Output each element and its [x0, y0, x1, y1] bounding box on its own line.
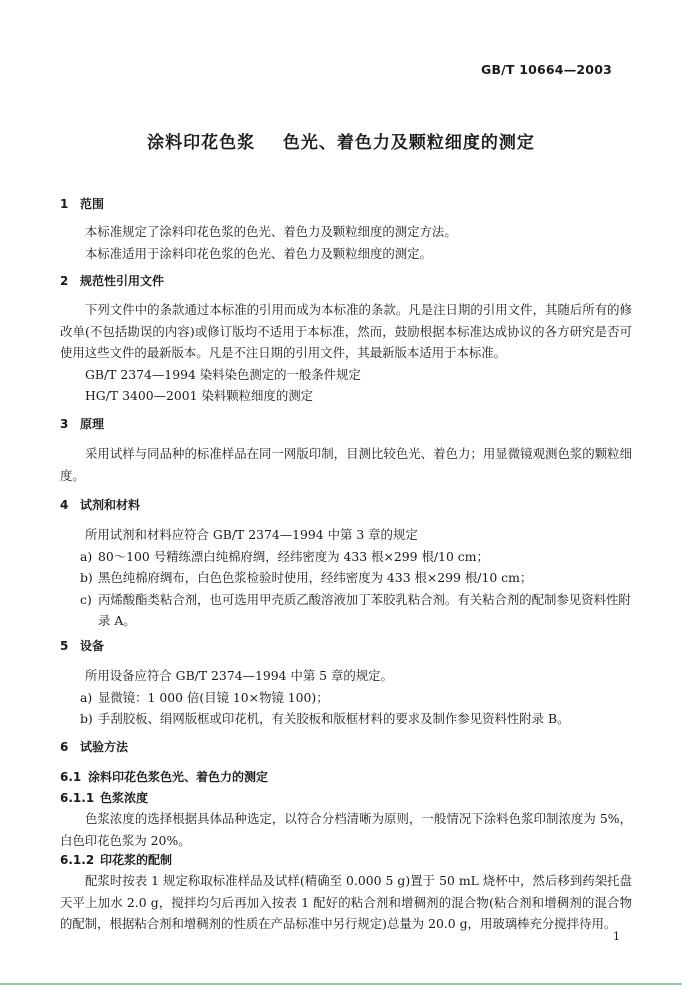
section-title: 设备 [80, 639, 105, 653]
section-number: 3 [60, 417, 69, 431]
page-number: 1 [613, 930, 620, 943]
standard-number: GB/T 10664—2003 [480, 62, 612, 77]
section-6-1 [60, 767, 632, 787]
section-heading [60, 494, 632, 516]
section-number: 6 [60, 740, 69, 754]
section-title: 原理 [80, 417, 105, 431]
list-item [60, 589, 632, 632]
subsection-number: 6.1 [60, 770, 82, 784]
section-number: 4 [60, 498, 69, 512]
section-heading [60, 193, 632, 215]
list-item-text: 显微镜：1 000 倍(目镜 10×物镜 100)； [98, 689, 329, 705]
paragraph: 配浆时按表 1 规定称取标准样品及试样(精确至 0.000 5 g)置于 50 mL 烧杯中，然后移到药架托盘天平上加水 2.0 g，搅拌均匀后再加入按表 1 配好的粘合剂和增稠剂的混合物(粘合剂和增稠剂的混合物的配制，根据粘合剂和增稠剂的性质在产品标准中另行规定)总量为 20.0 g，用玻璃棒充分搅拌待用。 [60, 873, 632, 931]
list-item [60, 567, 632, 589]
section-number: 5 [60, 639, 69, 653]
subsection-title: 印花浆的配制 [100, 853, 173, 867]
subsection-heading [60, 788, 632, 808]
section-heading [60, 413, 632, 435]
section-number: 2 [60, 274, 69, 288]
section-title: 规范性引用文件 [80, 274, 165, 288]
subsection-title: 色浆浓度 [100, 791, 149, 805]
paragraph: 色浆浓度的选择根据具体品种选定，以符合分档清晰为原则，一般情况下涂料色浆印制浓度为 5%，白色印花色浆为 20%。 [60, 811, 632, 848]
subsection-number: 6.1.2 [60, 853, 95, 867]
section-6-1-1 [60, 788, 632, 851]
section-title: 范围 [80, 197, 105, 211]
list-marker: b) [80, 711, 93, 726]
list-item-text: 丙烯酸酯类粘合剂，也可选用甲壳质乙酸溶液加丁苯胶乳粘合剂。有关粘合剂的配制参见资料性附录 A。 [98, 591, 631, 628]
section-heading [60, 270, 632, 292]
document-title: 涂料印花色浆 色光、着色力及颗粒细度的测定 [147, 133, 535, 153]
normative-reference: HG/T 3400—2001 染料颗粒细度的测定 [85, 388, 313, 403]
list-item-text: 手刮胶板、绢网版框或印花机，有关胶板和版框材料的要求及制作参见资料性附录 B。 [98, 711, 570, 726]
paragraph: 下列文件中的条款通过本标准的引用而成为本标准的条款。凡是注日期的引用文件，其随后所有的修改单(不包括勘误的内容)或修订版均不适用于本标准，然而，鼓励根据本标准达成协议的各方研究是否可使用这些文件的最新版本。凡是不注日期的引用文件，其最新版本适用于本标准。 [60, 302, 632, 360]
list-item [60, 687, 632, 709]
paragraph: 所用设备应符合 GB/T 2374—1994 中第 5 章的规定。 [85, 668, 393, 683]
section-5 [60, 635, 632, 730]
list-marker: c) [80, 591, 92, 607]
subsection-heading [60, 767, 632, 787]
normative-reference: GB/T 2374—1994 染料染色测定的一般条件规定 [85, 366, 361, 382]
paragraph: 本标准规定了涂料印花色浆的色光、着色力及颗粒细度的测定方法。 [85, 224, 457, 239]
list-marker: b) [80, 570, 93, 585]
page-edge-line [0, 983, 682, 985]
list-item-text: 80～100 号精练漂白纯棉府绸，经纬密度为 433 根×299 根/10 cm； [98, 548, 489, 564]
section-1 [60, 193, 632, 264]
subsection-heading [60, 850, 632, 870]
section-number: 1 [60, 197, 69, 211]
section-6-1-2 [60, 850, 632, 935]
subsection-title: 涂料印花色浆色光、着色力的测定 [88, 770, 269, 784]
section-title: 试验方法 [80, 740, 129, 754]
section-6 [60, 736, 632, 758]
section-2 [60, 270, 632, 407]
list-marker: a) [80, 548, 93, 564]
paragraph: 所用试剂和材料应符合 GB/T 2374—1994 中第 3 章的规定 [85, 527, 418, 542]
section-4 [60, 494, 632, 632]
list-marker: a) [80, 689, 93, 705]
section-heading [60, 736, 632, 758]
subsection-number: 6.1.1 [60, 791, 95, 805]
section-heading [60, 635, 632, 657]
list-item [60, 708, 632, 730]
list-item [60, 546, 632, 568]
section-3 [60, 413, 632, 486]
list-item-text: 黑色纯棉府绸布，白色色浆检验时使用，经纬密度为 433 根×299 根/10 cm； [98, 570, 533, 585]
paragraph: 本标准适用于涂料印花色浆的色光、着色力及颗粒细度的测定。 [85, 245, 432, 261]
paragraph: 采用试样与同品种的标准样品在同一网版印制，目测比较色光、着色力；用显微镜观测色浆的颗粒细度。 [60, 446, 632, 483]
section-title: 试剂和材料 [80, 498, 141, 512]
